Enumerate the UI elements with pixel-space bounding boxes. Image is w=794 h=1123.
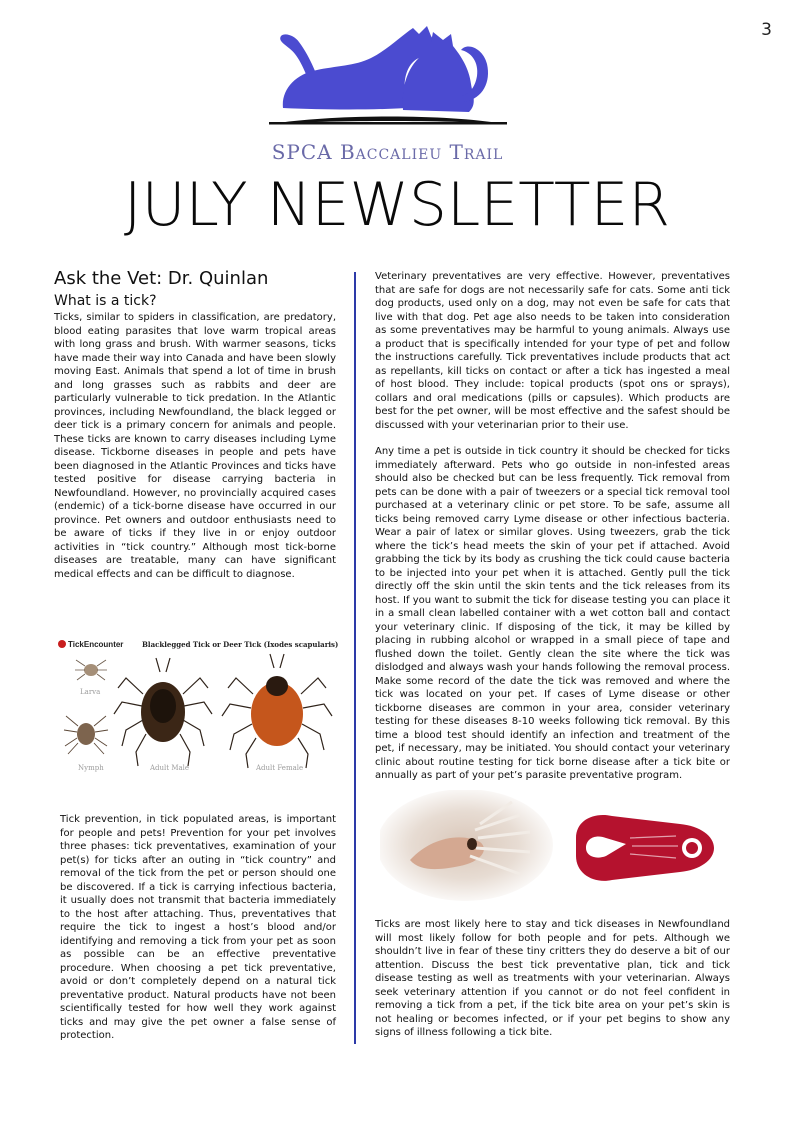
adult-male-label: Adult Male [150, 764, 190, 772]
adult-male-tick-icon [114, 658, 212, 766]
tick-on-skin-photo [380, 790, 553, 901]
page-number: 3 [761, 20, 772, 40]
tick-removal-photos [380, 790, 730, 905]
adult-female-label: Adult Female [256, 764, 304, 772]
removal-paragraph: Any time a pet is outside in tick country it should be checked for ticks immediately afterward. Pets who go outside in non-infested areas should also be checked but can be less frequently. Tick removal from pets can be done with a pair of tweezers or a special tick removal tool purchased at a veterinary clinic or pet store. To be safe, assume all ticks being removed carry Lyme disease or other infectious bacteria. Wear a pair of latex or similar gloves. Using tweezers, grab the tick where the tick’s head meets the skin of your pet if attached. Avoid grabbing the tick by its body as crushing the tick could cause bacteria to be injected into your pet when it is attached. Gently pull the tick directly off the skin until the skin tents and the tick releases from its host. If you want to submit the tick for disease testing you can place it in a small clean labelled container with a wet cotton ball and contact your veterinary clinic. If disposing of the tick, it may be killed by placing in rubbing alcohol or wrapped in a small piece of tape and flushed down the toilet. Gently clean the site where the tick was dislodged and always wash your hands following the removal process. Make some record of the date the tick was removed and where the tick was located on your pet. If cases of Lyme disease or other tickborne diseases are common in your area, consider veterinary testing for these diseases 8-10 weeks following tick removal. By this time a blood test should identify an infection and treatment of the pet, if necessary, may be initiated. You should contact your veterinary clinic about routine testing for tick borne disease after a tick bite or annually as part of your pet’s parasite preventative program. [375, 446, 730, 781]
tick-life-stages-figure [56, 630, 346, 775]
column-divider [354, 272, 356, 1044]
newsletter-title: JULY NEWSLETTER [123, 170, 671, 240]
intro-paragraph: Ticks, similar to spiders in classification, are predatory, blood eating parasites that love warm tropical areas with long grass and brush. With warmer seasons, ticks have made their way into Canada and have been slowly moving East. Animals that spend a lot of time in brush and long grasses such as rabbits and deer are particularly vulnerable to tick predation. In the Atlantic provinces, including Newfoundland, the black legged or deer tick is a primary concern for animals and people. These ticks are known to carry diseases including Lyme disease. Tickborne diseases in people and pets have been diagnosed in the Atlantic Provinces and ticks have tested positive for disease carrying bacteria in Newfoundland. However, no provincially acquired cases (endemic) of a tick-borne disease have occurred in our province. Pet owners and outdoor enthusiasts need to be aware of ticks if they live in or enjoy outdoor activities in “tick country.” Although most tick-borne diseases are treatable, many can have significant medical effects and can be difficult to diagnose. [54, 312, 336, 580]
tick-icon [467, 838, 477, 850]
tick-figure-caption: Blacklegged Tick or Deer Tick (Ixodes scapularis) [142, 640, 339, 649]
closing-column [375, 918, 730, 1040]
article-intro-column [54, 268, 336, 581]
article-heading: Ask the Vet: Dr. Quinlan [54, 268, 269, 289]
adult-female-tick-icon [222, 654, 332, 768]
closing-paragraph: Ticks are most likely here to stay and tick diseases in Newfoundland will most likely follow for both people and for pets. Although we shouldn’t live in fear of these tiny critters they do deserve a bit of our attention. Discuss the best tick preventative plan, tick and tick disease testing as well as treatments with your veterinarian. Always seek veterinary attention if you cannot or do not feel confident in removing a tick from a pet, if the tick bite area on your pet’s skin is not healing or becomes infected, or if your pet begins to show any signs of illness following a tick bite. [375, 919, 730, 1038]
dog-cat-silhouette-icon [255, 22, 520, 134]
tick-removal-tool-icon [565, 792, 725, 900]
larva-tick-icon [75, 660, 107, 680]
larva-label: Larva [80, 688, 101, 696]
tick-figure-brand: TickEncounter [68, 640, 124, 649]
prevention-paragraph: Tick prevention, in tick populated areas, is important for people and pets! Prevention for your pet involves three phases: tick preventatives, examination of your pet(s) for ticks after an outing in “tick country” and removal of the tick from the pet or person should one be discovered. If a tick is carrying infectious bacteria, it usually does not transmit that bacteria immediately to the host after attaching. Thus, preventatives that require the tick to ingest a host’s blood and/or identifying and removing a tick from your pet as soon as possible can be an effective preventative procedure. When choosing a pet tick preventative, avoid or don’t completely depend on a natural tick preventative product. Natural products have not been scientifically tested for how well they work against ticks and may give the pet owner a false sense of protection. [60, 814, 336, 1041]
prevention-column [60, 813, 336, 1043]
spca-logo [255, 22, 520, 167]
article-right-column [375, 270, 730, 796]
nymph-tick-icon [64, 716, 108, 754]
organization-name: SPCA Baccalieu Trail [271, 140, 504, 164]
tickencounter-logo-icon [58, 640, 123, 649]
preventatives-paragraph: Veterinary preventatives are very effective. However, preventatives that are safe for dogs are not necessarily safe for cats. Some anti tick dog products, used only on a dog, may not even be safe for cats that live with that dog. Pet age also needs to be taken into consideration as some preventatives may be harmful to young animals. Always use a product that is specifically intended for your type of pet and follow the instructions carefully. Tick preventatives include products that act as repellants, kill ticks on contact or after a tick has ingested a meal of host blood. They include: topical products (spot ons or sprays), collars and oral medications (pills or capsules). Which products are best for the pet owner, will be most effective and the safest should be discussed with your veterinarian prior to their use. [375, 271, 730, 431]
article-subheading: What is a tick? [54, 293, 157, 309]
nymph-label: Nymph [78, 764, 104, 772]
